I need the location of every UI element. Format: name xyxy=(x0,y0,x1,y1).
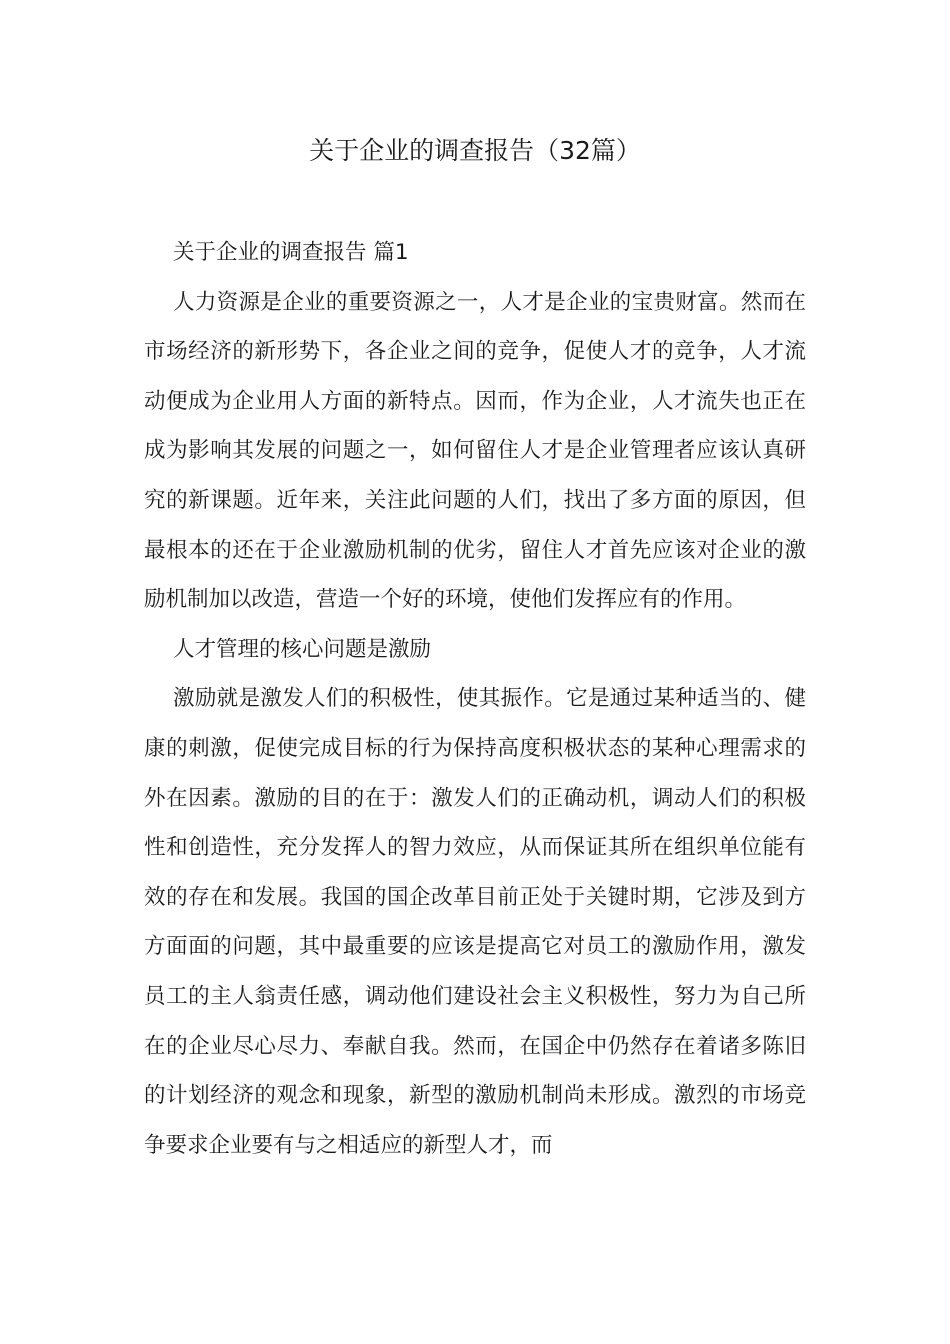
subheading-talent-management: 人才管理的核心问题是激励 xyxy=(173,636,432,662)
paragraph-incentive: 激励就是激发人们的积极性，使其振作。它是通过某种适当的、健康的刺激，促使完成目标的行为保持高度积极状态的某种心理需求的外在因素。激励的目的在于：激发人们的正确动机，调动人们的积极性和创造性，充分发挥人的智力效应，从而保证其所在组织单位能有效的存在和发展。我国的国企改革目前正处于关键时期，它涉及到方方面面的问题，其中最重要的应该是提高它对员工的激励作用，激发员工的主人翁责任感，调动他们建设社会主义积极性，努力为自己所在的企业尽心尽力、奉献自我。然而，在国企中仍然存在着诸多陈旧的计划经济的观念和现象，新型的激励机制尚未形成。激烈的市场竞争要求企业要有与之相适应的新型人才，而 xyxy=(144,686,806,1158)
document-title: 关于企业的调查报告（32篇） xyxy=(309,136,641,165)
paragraph-intro: 人力资源是企业的重要资源之一，人才是企业的宝贵财富。然而在市场经济的新形势下，各企业之间的竞争，促使人才的竞争，人才流动便成为企业用人方面的新特点。因而，作为企业，人才流失也正在成为影响其发展的问题之一，如何留住人才是企业管理者应该认真研究的新课题。近年来，关注此问题的人们，找出了多方面的原因，但最根本的还在于企业激励机制的优劣，留住人才首先应该对企业的激励机制加以改造，营造一个好的环境，使他们发挥应有的作用。 xyxy=(144,289,806,613)
section-heading: 关于企业的调查报告 篇1 xyxy=(173,240,409,265)
document-body xyxy=(144,228,806,1170)
